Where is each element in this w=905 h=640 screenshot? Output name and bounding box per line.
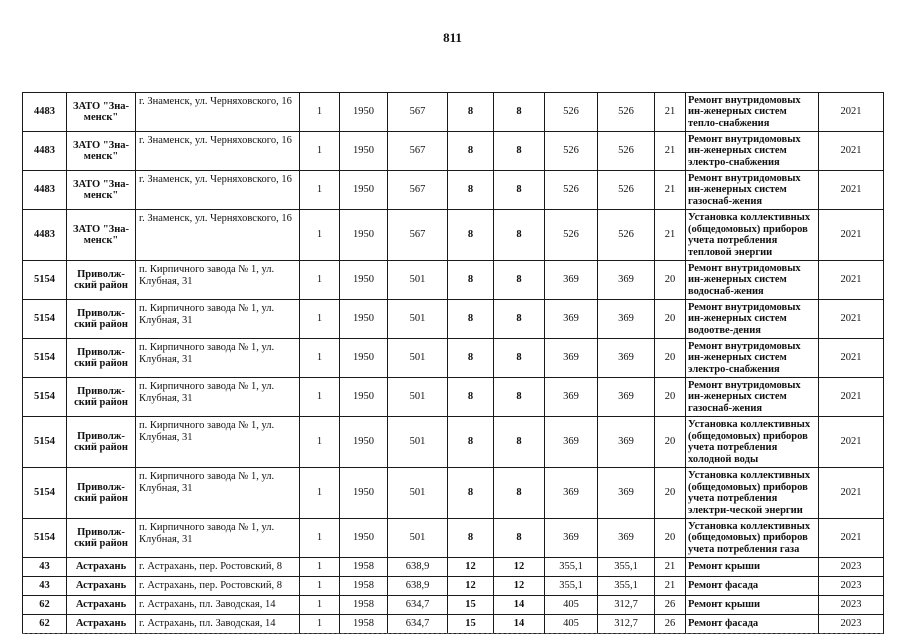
cell-residential-area: 369 [598,468,655,519]
cell-residential: 8 [494,171,545,210]
table-row [23,171,884,210]
table-row [23,519,884,558]
cell-residential: 8 [494,93,545,132]
cell-planned-year: 2023 [819,615,884,634]
cell-work-type: Ремонт внутридомовых ин-женерных систем водоотве-дения [686,300,819,339]
cell-count: 1 [300,558,340,577]
cell-work-type: Ремонт фасада [686,615,819,634]
cell-municipality: Астрахань [67,615,136,634]
cell-year-built: 1950 [340,93,388,132]
cell-year-built: 1958 [340,596,388,615]
cell-living-area: 369 [545,468,598,519]
cell-total-area: 501 [388,519,448,558]
table-row [23,558,884,577]
cell-address: п. Кирпичного завода № 1, ул. Клубная, 31 [136,339,300,378]
cell-count: 1 [300,596,340,615]
cell-total-area: 501 [388,378,448,417]
cell-house-id: 5154 [23,378,67,417]
cell-apartments: 8 [448,417,494,468]
cell-residential: 14 [494,596,545,615]
cell-planned-year: 2021 [819,339,884,378]
cell-residents: 21 [655,558,686,577]
table-row [23,596,884,615]
cell-year-built: 1958 [340,558,388,577]
cell-residential-area: 526 [598,132,655,171]
cell-total-area: 567 [388,93,448,132]
cell-living-area: 369 [545,519,598,558]
cell-residential: 8 [494,519,545,558]
cell-address: г. Астрахань, пл. Заводская, 14 [136,596,300,615]
cell-residential: 8 [494,378,545,417]
cell-count: 1 [300,93,340,132]
cell-municipality: ЗАТО "Зна-менск" [67,171,136,210]
cell-residential: 12 [494,577,545,596]
cell-municipality: Приволж-ский район [67,468,136,519]
cell-residential-area: 369 [598,519,655,558]
cell-municipality: ЗАТО "Зна-менск" [67,132,136,171]
cell-residential: 8 [494,468,545,519]
cell-residential-area: 369 [598,261,655,300]
table-row [23,615,884,634]
cell-address: п. Кирпичного завода № 1, ул. Клубная, 31 [136,378,300,417]
cell-residents: 21 [655,132,686,171]
cell-living-area: 355,1 [545,577,598,596]
cell-total-area: 567 [388,132,448,171]
cell-living-area: 369 [545,261,598,300]
cell-address: п. Кирпичного завода № 1, ул. Клубная, 31 [136,519,300,558]
cell-work-type: Ремонт внутридомовых ин-женерных систем тепло-снабжения [686,93,819,132]
cell-address: г. Знаменск, ул. Черняховского, 16 [136,93,300,132]
cell-residents: 20 [655,519,686,558]
cell-count: 1 [300,577,340,596]
cell-count: 1 [300,417,340,468]
cell-address: г. Знаменск, ул. Черняховского, 16 [136,171,300,210]
cell-planned-year: 2021 [819,171,884,210]
cell-living-area: 355,1 [545,558,598,577]
cell-residential: 8 [494,261,545,300]
cell-living-area: 369 [545,378,598,417]
table-body [23,93,884,634]
table-row [23,93,884,132]
cell-work-type: Ремонт внутридомовых ин-женерных систем электро-снабжения [686,132,819,171]
cell-apartments: 8 [448,171,494,210]
cell-house-id: 4483 [23,210,67,261]
cell-residents: 21 [655,93,686,132]
cell-year-built: 1950 [340,300,388,339]
table-row [23,300,884,339]
cell-living-area: 369 [545,300,598,339]
cell-residential: 8 [494,300,545,339]
cell-planned-year: 2023 [819,596,884,615]
cell-house-id: 5154 [23,300,67,339]
cell-residents: 20 [655,417,686,468]
cell-house-id: 4483 [23,93,67,132]
cell-living-area: 405 [545,615,598,634]
cell-year-built: 1950 [340,519,388,558]
cell-residents: 26 [655,596,686,615]
cell-residents: 20 [655,300,686,339]
cell-residential: 8 [494,339,545,378]
cell-total-area: 501 [388,339,448,378]
table-row [23,577,884,596]
cell-residents: 21 [655,577,686,596]
cell-house-id: 5154 [23,519,67,558]
cell-address: г. Астрахань, пер. Ростовский, 8 [136,577,300,596]
cell-apartments: 8 [448,378,494,417]
cell-work-type: Установка коллективных (общедомовых) приборов учета потребления тепловой энергии [686,210,819,261]
cell-year-built: 1950 [340,171,388,210]
cell-total-area: 501 [388,468,448,519]
table-row [23,417,884,468]
cell-total-area: 634,7 [388,615,448,634]
cell-house-id: 4483 [23,132,67,171]
table-row [23,132,884,171]
cell-year-built: 1950 [340,468,388,519]
cell-municipality: Астрахань [67,596,136,615]
cell-planned-year: 2023 [819,577,884,596]
cell-residential-area: 369 [598,339,655,378]
cell-apartments: 8 [448,519,494,558]
cell-residential-area: 312,7 [598,615,655,634]
cell-living-area: 526 [545,132,598,171]
cell-planned-year: 2021 [819,132,884,171]
cell-living-area: 526 [545,93,598,132]
cell-count: 1 [300,615,340,634]
cell-total-area: 501 [388,417,448,468]
cell-total-area: 638,9 [388,577,448,596]
cell-count: 1 [300,378,340,417]
cell-residents: 20 [655,468,686,519]
cell-apartments: 8 [448,132,494,171]
cell-year-built: 1950 [340,261,388,300]
cell-address: п. Кирпичного завода № 1, ул. Клубная, 31 [136,417,300,468]
table-row [23,468,884,519]
page-cut-edge [22,633,883,634]
cell-total-area: 501 [388,300,448,339]
table-row [23,339,884,378]
page-number: 811 [443,30,462,45]
cell-house-id: 5154 [23,339,67,378]
cell-living-area: 526 [545,210,598,261]
cell-work-type: Ремонт внутридомовых ин-женерных систем водоснаб-жения [686,261,819,300]
cell-residential-area: 355,1 [598,558,655,577]
cell-work-type: Ремонт крыши [686,596,819,615]
cell-municipality: Приволж-ский район [67,519,136,558]
cell-year-built: 1958 [340,615,388,634]
cell-house-id: 43 [23,558,67,577]
cell-apartments: 12 [448,577,494,596]
cell-apartments: 15 [448,615,494,634]
cell-total-area: 567 [388,171,448,210]
cell-count: 1 [300,132,340,171]
cell-address: п. Кирпичного завода № 1, ул. Клубная, 31 [136,261,300,300]
cell-planned-year: 2021 [819,261,884,300]
cell-count: 1 [300,468,340,519]
cell-municipality: Приволж-ский район [67,300,136,339]
table-row [23,261,884,300]
cell-year-built: 1950 [340,417,388,468]
cell-residential-area: 369 [598,417,655,468]
cell-house-id: 5154 [23,417,67,468]
cell-planned-year: 2021 [819,378,884,417]
cell-apartments: 15 [448,596,494,615]
cell-apartments: 8 [448,93,494,132]
cell-living-area: 405 [545,596,598,615]
cell-municipality: Астрахань [67,558,136,577]
cell-residents: 20 [655,378,686,417]
cell-house-id: 4483 [23,171,67,210]
cell-municipality: ЗАТО "Зна-менск" [67,93,136,132]
cell-count: 1 [300,261,340,300]
cell-work-type: Установка коллективных (общедомовых) приборов учета потребления газа [686,519,819,558]
cell-year-built: 1950 [340,132,388,171]
cell-house-id: 43 [23,577,67,596]
cell-residents: 20 [655,339,686,378]
cell-municipality: ЗАТО "Зна-менск" [67,210,136,261]
cell-total-area: 567 [388,210,448,261]
cell-planned-year: 2021 [819,468,884,519]
cell-year-built: 1950 [340,210,388,261]
cell-living-area: 369 [545,339,598,378]
cell-address: г. Астрахань, пл. Заводская, 14 [136,615,300,634]
cell-year-built: 1958 [340,577,388,596]
cell-work-type: Установка коллективных (общедомовых) приборов учета потребления холодной воды [686,417,819,468]
cell-address: г. Знаменск, ул. Черняховского, 16 [136,132,300,171]
cell-planned-year: 2021 [819,300,884,339]
cell-year-built: 1950 [340,378,388,417]
cell-residential: 8 [494,132,545,171]
cell-apartments: 8 [448,300,494,339]
cell-residential-area: 526 [598,210,655,261]
cell-total-area: 634,7 [388,596,448,615]
cell-planned-year: 2023 [819,558,884,577]
cell-residential: 8 [494,417,545,468]
repair-program-table [22,92,884,634]
cell-municipality: Приволж-ский район [67,261,136,300]
cell-municipality: Астрахань [67,577,136,596]
cell-address: п. Кирпичного завода № 1, ул. Клубная, 31 [136,468,300,519]
cell-apartments: 8 [448,210,494,261]
cell-living-area: 526 [545,171,598,210]
cell-residential: 8 [494,210,545,261]
cell-address: п. Кирпичного завода № 1, ул. Клубная, 31 [136,300,300,339]
cell-count: 1 [300,339,340,378]
cell-house-id: 62 [23,615,67,634]
cell-house-id: 5154 [23,261,67,300]
cell-count: 1 [300,300,340,339]
cell-work-type: Ремонт внутридомовых ин-женерных систем газоснаб-жения [686,378,819,417]
cell-work-type: Ремонт внутридомовых ин-женерных систем электро-снабжения [686,339,819,378]
cell-residents: 21 [655,171,686,210]
cell-count: 1 [300,519,340,558]
cell-work-type: Ремонт фасада [686,577,819,596]
cell-apartments: 8 [448,468,494,519]
cell-work-type: Ремонт внутридомовых ин-женерных систем газоснаб-жения [686,171,819,210]
cell-planned-year: 2021 [819,93,884,132]
cell-work-type: Установка коллективных (общедомовых) приборов учета потребления электри-ческой энергии [686,468,819,519]
cell-count: 1 [300,171,340,210]
cell-residential-area: 369 [598,378,655,417]
cell-municipality: Приволж-ский район [67,417,136,468]
cell-residents: 21 [655,210,686,261]
cell-residents: 26 [655,615,686,634]
cell-house-id: 62 [23,596,67,615]
cell-residential-area: 526 [598,93,655,132]
cell-total-area: 638,9 [388,558,448,577]
cell-planned-year: 2021 [819,519,884,558]
cell-residential-area: 312,7 [598,596,655,615]
cell-year-built: 1950 [340,339,388,378]
table-row [23,378,884,417]
table-row [23,210,884,261]
cell-living-area: 369 [545,417,598,468]
cell-address: г. Знаменск, ул. Черняховского, 16 [136,210,300,261]
cell-address: г. Астрахань, пер. Ростовский, 8 [136,558,300,577]
cell-residential: 12 [494,558,545,577]
cell-work-type: Ремонт крыши [686,558,819,577]
cell-municipality: Приволж-ский район [67,378,136,417]
cell-residential-area: 369 [598,300,655,339]
cell-count: 1 [300,210,340,261]
cell-residential-area: 526 [598,171,655,210]
cell-house-id: 5154 [23,468,67,519]
cell-apartments: 8 [448,339,494,378]
cell-residential: 14 [494,615,545,634]
cell-total-area: 501 [388,261,448,300]
cell-residential-area: 355,1 [598,577,655,596]
cell-residents: 20 [655,261,686,300]
cell-municipality: Приволж-ский район [67,339,136,378]
cell-planned-year: 2021 [819,210,884,261]
cell-apartments: 8 [448,261,494,300]
cell-planned-year: 2021 [819,417,884,468]
cell-apartments: 12 [448,558,494,577]
